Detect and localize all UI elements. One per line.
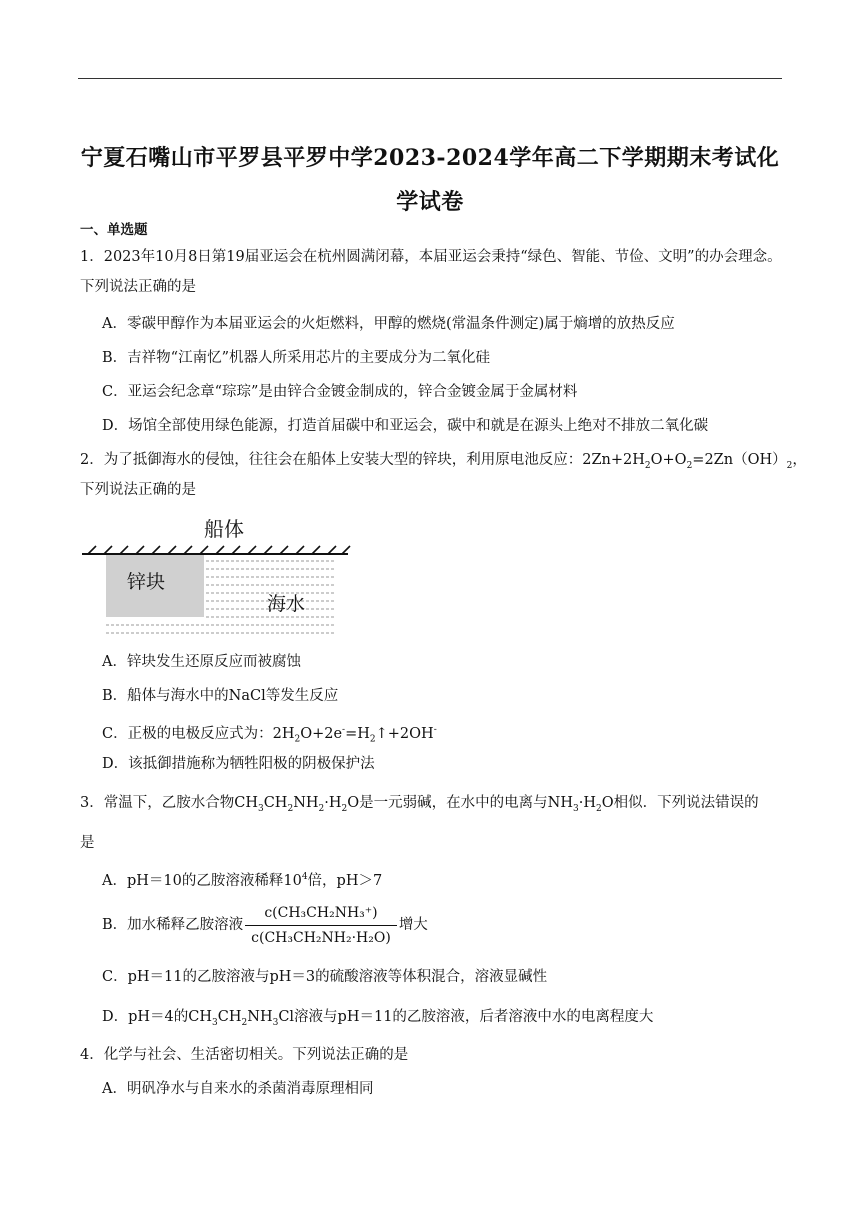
fraction-denominator: c(CH₃CH₂NH₂·H₂O) (251, 929, 391, 946)
question-1-option-c: C．亚运会纪念章“琮琮”是由锌合金镀金制成的，锌合金镀金属于金属材料 (102, 384, 578, 400)
question-2-option-a: A．锌块发生还原反应而被腐蚀 (102, 654, 301, 670)
ship-label: 船体 (204, 517, 244, 541)
question-1-option-a: A．零碳甲醇作为本届亚运会的火炬燃料，甲醇的燃烧(常温条件测定)属于熵增的放热反应 (102, 316, 675, 332)
question-4-option-a: A．明矾净水与自来水的杀菌消毒原理相同 (102, 1081, 374, 1097)
question-2-option-d: D．该抵御措施称为牺牲阳极的阴极保护法 (102, 756, 375, 772)
page-title: 宁夏石嘴山市平罗县平罗中学2023-2024学年高二下学期期末考试化学试卷 (80, 145, 780, 215)
question-3-stem: 3．常温下，乙胺水合物$CH_3CH_2NH_2\cdot H_2O$是一元弱碱，在水中的电离与$NH_3\cdot H_2O$相似．下列说法错误的 (80, 795, 759, 814)
question-1-option-d: D．场馆全部使用绿色能源，打造首届碳中和亚运会，碳中和就是在源头上绝对不排放二氧化碳 (102, 418, 709, 434)
zinc-label: 锌块 (126, 571, 166, 593)
concentration-fraction (245, 902, 397, 949)
question-3-option-a: A．pH＝10的乙胺溶液稀释$10^4$倍，pH＞7 (102, 872, 383, 889)
seawater-label: 海水 (266, 593, 306, 615)
ship-diagram (80, 514, 370, 646)
question-2-stem: 2．为了抵御海水的侵蚀，往往会在船体上安装大型的锌块，利用原电池反应：$2Zn+2H_2O+O_2=2Zn(OH)_2$， (80, 452, 807, 471)
question-2-option-c: C．正极的电极反应式为：$2H_2O+2e^-=H_2↑+2OH^-$ (102, 725, 437, 745)
question-4-stem: 4．化学与社会、生活密切相关。下列说法正确的是 (80, 1047, 409, 1063)
question-3-option-c: C．pH＝11的乙胺溶液与pH＝3的硫酸溶液等体积混合，溶液显碱性 (102, 969, 548, 985)
question-3-stem-line2: 是 (80, 835, 95, 851)
question-2-option-b: B．船体与海水中的NaCl等发生反应 (102, 688, 339, 704)
question-2-stem-line2: 下列说法正确的是 (80, 482, 196, 498)
question-1-stem: 1．2023年10月8日第19届亚运会在杭州圆满闭幕，本届亚运会秉持“绿色、智能、节俭、文明”的办会理念。下列说法正确的是 (80, 249, 782, 295)
fraction-numerator: c(CH₃CH₂NH₃⁺) (245, 902, 397, 926)
question-1-option-b: B．吉祥物“江南忆”机器人所采用芯片的主要成分为二氧化硅 (102, 350, 490, 366)
hull-hatching (88, 546, 350, 554)
section-heading: 一、单选题 (80, 222, 148, 238)
header-rule (78, 78, 782, 79)
question-3-option-b: B．加水稀释乙胺溶液 $\frac{\text{c(CH₃CH₂NH₃⁺)}}{\text{c(CH₃CH₂NH₂·H₂O)}}$ 增大 (102, 900, 782, 950)
question-3-option-d: D．pH＝4的$CH_3CH_2NH_3Cl$溶液与pH＝11的乙胺溶液，后者溶液中水的电离程度大 (102, 1009, 654, 1028)
